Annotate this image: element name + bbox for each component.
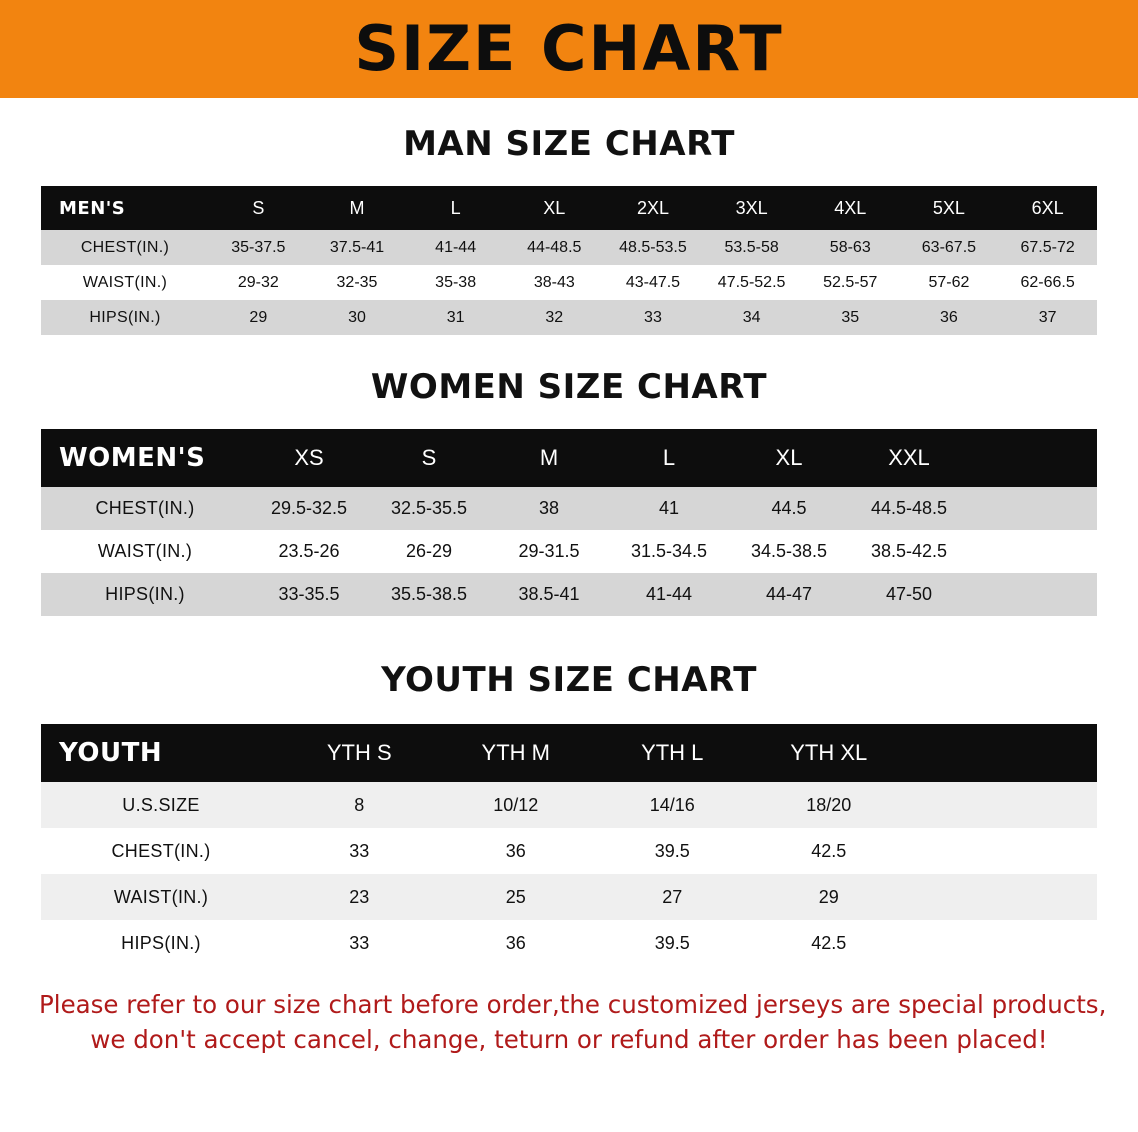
youth-us-size-spacer [907,782,1097,828]
table-row [41,265,1097,300]
man-row-label-hips: HIPS(IN.) [89,308,161,326]
women-waist-m: 29-31.5 [518,541,580,561]
page-title: SIZE CHART [354,12,784,85]
youth-us-size-l: 14/16 [649,794,695,815]
man-table-header-row [41,186,1097,230]
table-row [41,300,1097,335]
youth-waist-s: 23 [349,886,370,907]
youth-chest-m: 36 [505,840,526,861]
women-waist-xs: 23.5-26 [278,541,340,561]
youth-header-spacer [907,724,1097,782]
man-size-header-6xl: 6XL [1031,197,1064,218]
youth-size-header-l: YTH L [641,740,704,765]
youth-row-label-hips: HIPS(IN.) [121,932,201,953]
women-section-title: WOMEN SIZE CHART [370,367,768,407]
man-size-header-3xl: 3XL [735,197,768,218]
man-hips-3xl: 34 [742,308,761,326]
women-size-header-xxl: XXL [888,445,930,470]
man-size-table [41,186,1097,335]
man-chest-s: 35-37.5 [231,238,286,256]
man-table-corner-label: MEN'S [59,197,126,219]
women-hips-l: 41-44 [645,584,693,604]
youth-size-header-s: YTH S [326,740,392,765]
man-size-header-m: M [349,197,365,218]
man-hips-4xl: 35 [841,308,860,326]
man-size-header-s: S [252,197,265,218]
women-chest-m: 38 [538,498,560,518]
man-chest-xl: 44-48.5 [527,238,582,256]
women-size-header-s: S [421,445,437,470]
women-size-header-m: M [539,445,559,470]
women-waist-xl: 34.5-38.5 [750,541,828,561]
table-row [41,782,1097,828]
man-chest-4xl: 58-63 [829,238,871,256]
youth-chest-xl: 42.5 [811,840,847,861]
women-hips-s: 35.5-38.5 [390,584,468,604]
man-waist-4xl: 52.5-57 [823,273,878,291]
man-waist-6xl: 62-66.5 [1020,273,1075,291]
man-size-header-4xl: 4XL [834,197,867,218]
women-hips-spacer [969,573,1097,616]
women-row-label-waist: WAIST(IN.) [97,541,193,561]
table-row [41,487,1097,530]
man-row-label-waist: WAIST(IN.) [82,273,168,291]
youth-hips-spacer [907,920,1097,966]
women-size-header-xl: XL [775,445,803,470]
women-size-header-xs: XS [294,445,324,470]
women-size-table [41,429,1097,616]
women-waist-xxl: 38.5-42.5 [870,541,948,561]
women-chest-xxl: 44.5-48.5 [870,498,948,518]
man-waist-3xl: 47.5-52.5 [717,273,786,291]
man-hips-l: 31 [446,308,465,326]
man-hips-m: 30 [348,308,366,326]
women-header-spacer [969,429,1097,487]
table-row [41,874,1097,920]
man-waist-5xl: 57-62 [928,273,970,291]
youth-hips-m: 36 [505,932,526,953]
table-row [41,530,1097,573]
women-hips-xxl: 47-50 [885,584,933,604]
women-size-table-wrapper [41,429,1097,616]
man-chest-l: 41-44 [435,238,477,256]
man-size-header-5xl: 5XL [932,197,965,218]
youth-chest-s: 33 [349,840,370,861]
policy-note [39,988,1107,1058]
man-size-table-wrapper [41,186,1097,335]
youth-chest-l: 39.5 [654,840,690,861]
youth-us-size-s: 8 [354,794,365,815]
youth-table-corner-label: YOUTH [59,738,163,768]
women-chest-s: 32.5-35.5 [390,498,468,518]
women-table-header-row [41,429,1097,487]
man-size-header-l: L [450,197,461,218]
youth-section-title: YOUTH SIZE CHART [381,660,757,700]
women-waist-s: 26-29 [405,541,453,561]
man-waist-s: 29-32 [237,273,279,291]
man-chest-2xl: 48.5-53.5 [619,238,687,256]
women-hips-xs: 33-35.5 [278,584,340,604]
women-row-label-hips: HIPS(IN.) [105,584,185,604]
man-size-header-xl: XL [543,197,566,218]
youth-us-size-xl: 18/20 [806,794,852,815]
man-waist-xl: 38-43 [533,273,575,291]
man-chest-3xl: 53.5-58 [724,238,779,256]
youth-waist-xl: 29 [818,886,839,907]
women-chest-xs: 29.5-32.5 [270,498,348,518]
man-row-label-chest: CHEST(IN.) [80,238,170,256]
policy-note-line-1: Please refer to our size chart before order,the customized jerseys are special products, [39,990,1107,1019]
women-chest-spacer [969,487,1097,530]
man-chest-6xl: 67.5-72 [1020,238,1075,256]
youth-hips-l: 39.5 [654,932,690,953]
man-size-header-2xl: 2XL [636,197,669,218]
women-row-label-chest: CHEST(IN.) [95,498,195,518]
page-banner [0,0,1138,98]
table-row [41,230,1097,265]
man-waist-m: 32-35 [336,273,378,291]
youth-size-table [41,724,1097,966]
man-waist-2xl: 43-47.5 [625,273,681,291]
youth-row-label-waist: WAIST(IN.) [113,886,209,907]
youth-hips-s: 33 [349,932,370,953]
women-waist-l: 31.5-34.5 [630,541,708,561]
youth-size-table-wrapper [41,724,1097,966]
man-hips-5xl: 36 [940,308,958,326]
women-waist-spacer [969,530,1097,573]
table-row [41,920,1097,966]
youth-row-label-chest: CHEST(IN.) [111,840,211,861]
youth-us-size-m: 10/12 [493,794,539,815]
man-chest-m: 37.5-41 [329,238,385,256]
women-hips-xl: 44-47 [765,584,813,604]
youth-row-label-us-size: U.S.SIZE [122,794,200,815]
women-hips-m: 38.5-41 [518,584,580,604]
man-chest-5xl: 63-67.5 [921,238,977,256]
man-waist-l: 35-38 [435,273,477,291]
table-row [41,573,1097,616]
youth-waist-l: 27 [662,886,683,907]
youth-size-header-m: YTH M [481,740,550,765]
youth-table-header-row [41,724,1097,782]
youth-hips-xl: 42.5 [811,932,847,953]
women-table-corner-label: WOMEN'S [59,443,206,473]
man-hips-2xl: 33 [644,308,662,326]
man-section-title: MAN SIZE CHART [403,124,735,164]
women-size-header-l: L [662,445,676,470]
youth-size-header-xl: YTH XL [790,740,868,765]
youth-waist-m: 25 [505,886,526,907]
women-chest-xl: 44.5 [771,498,807,518]
man-hips-xl: 32 [545,308,564,326]
women-chest-l: 41 [658,498,680,518]
policy-note-line-2: we don't accept cancel, change, teturn or refund after order has been placed! [90,1024,1048,1054]
man-hips-6xl: 37 [1038,308,1057,326]
table-row [41,828,1097,874]
youth-chest-spacer [907,828,1097,874]
youth-waist-spacer [907,874,1097,920]
man-hips-s: 29 [249,308,268,326]
